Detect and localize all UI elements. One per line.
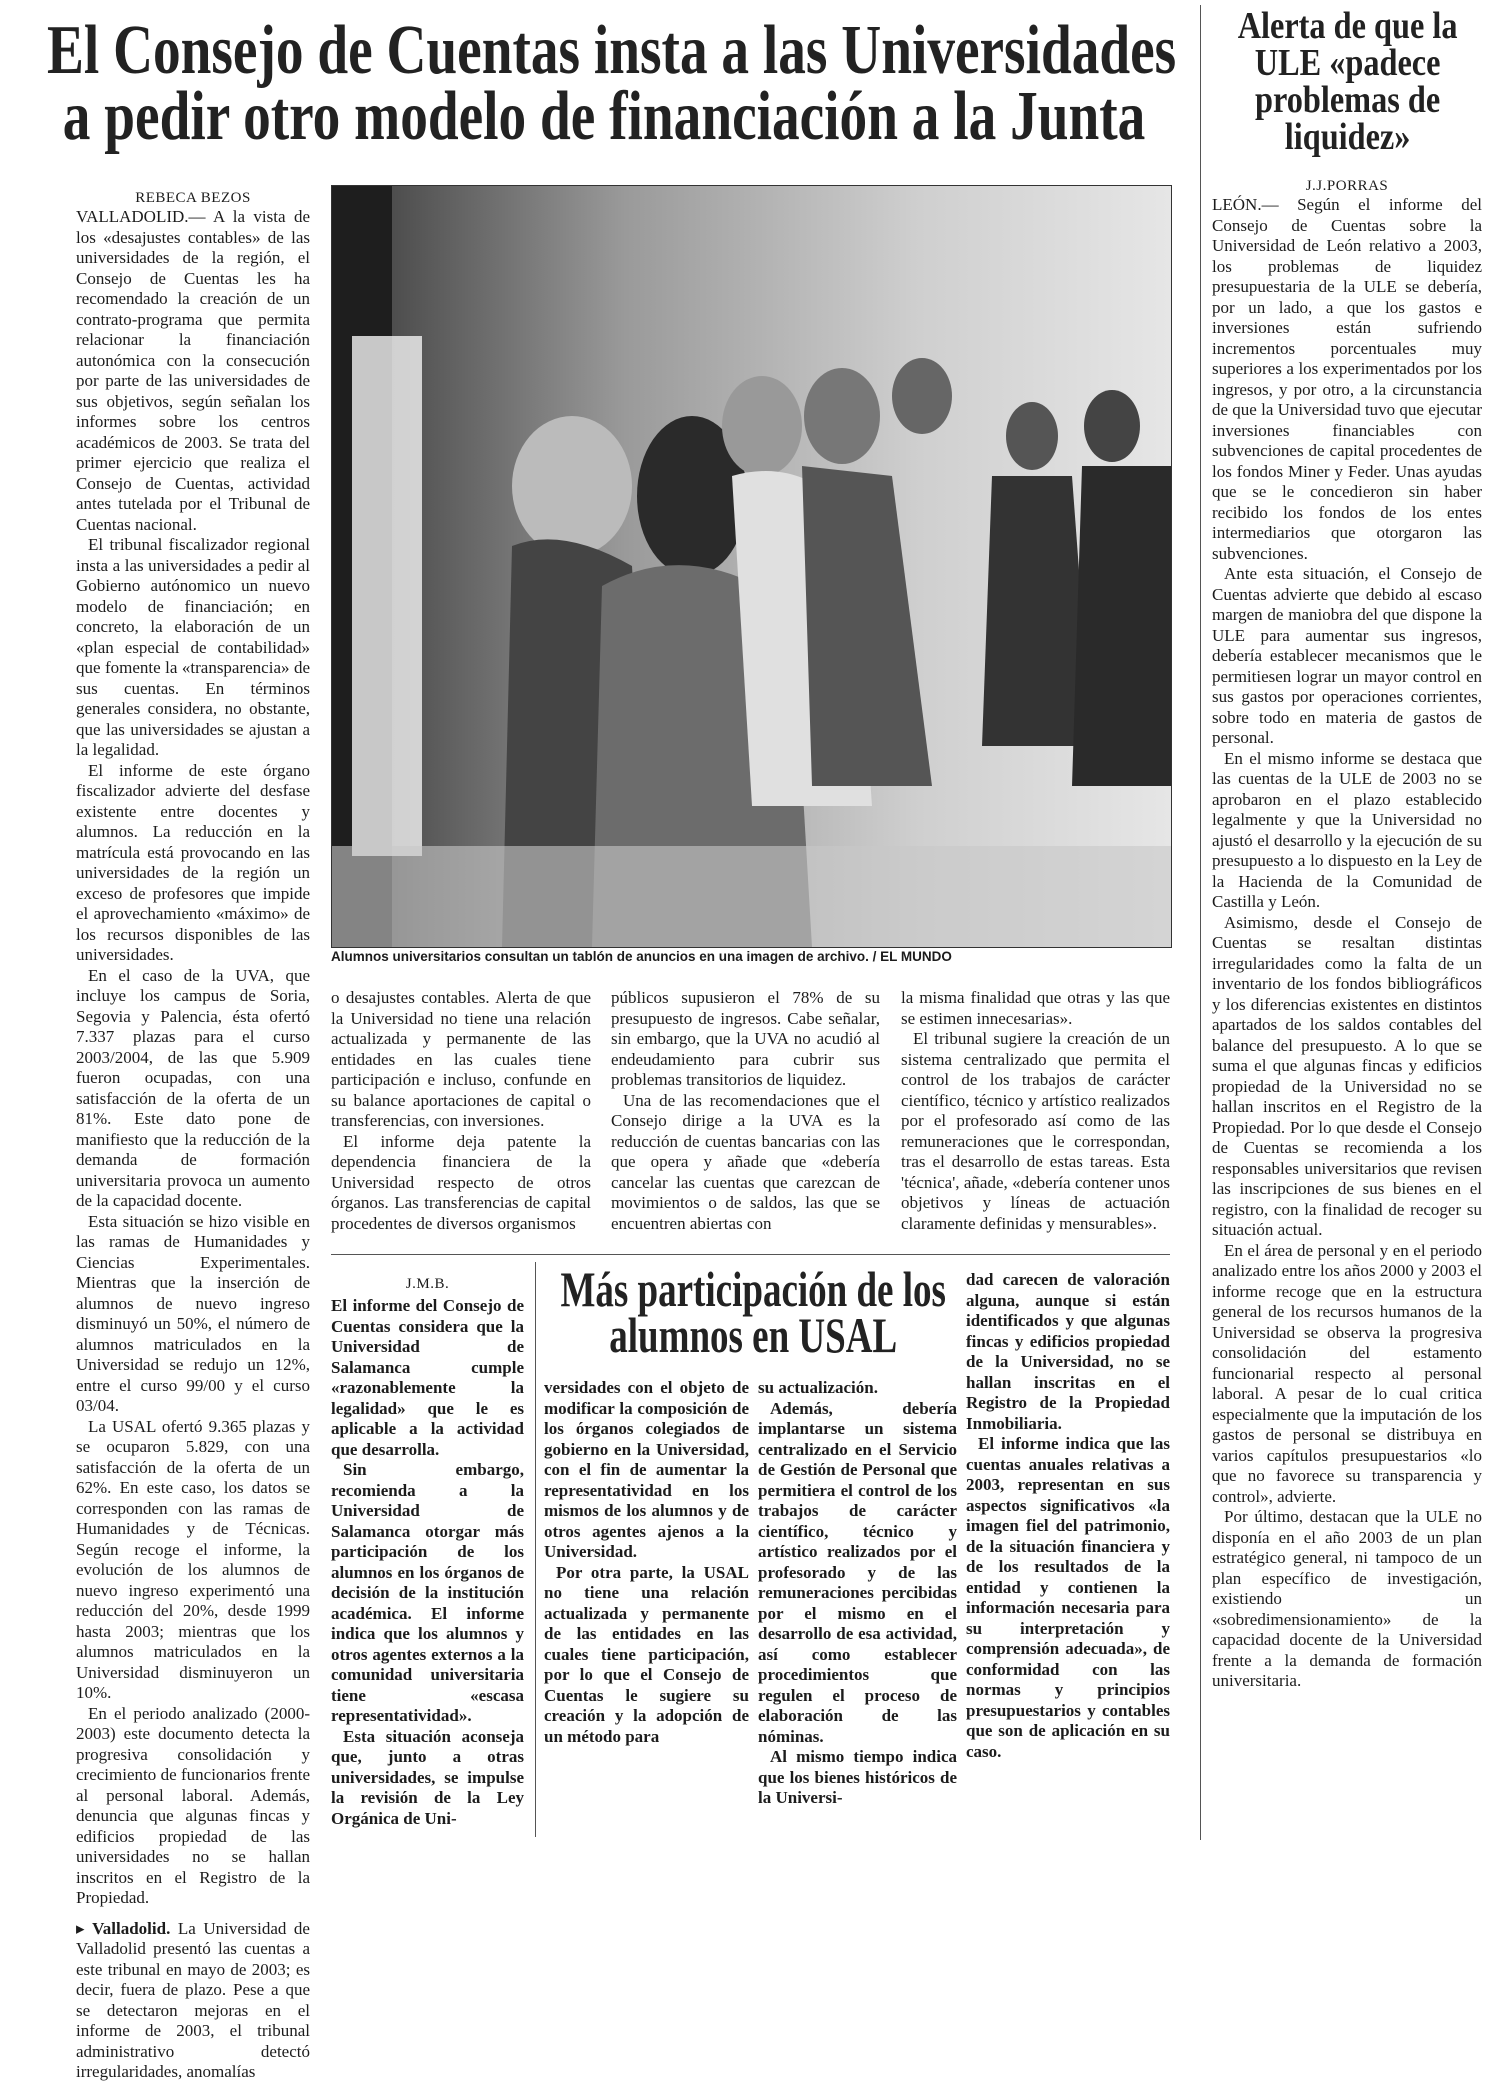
paragraph: Una de las recomendaciones que el Consejo dirige a la UVA es la reducción de cuentas bancarias con las que opera y añade que «debería cancelar las cuentas que carezcan de movimientos o de saldos, las que se encuentren abiertas con	[611, 1090, 880, 1233]
column-divider	[1200, 5, 1201, 1840]
paragraph-valladolid	[76, 1919, 310, 2083]
column-divider	[535, 1262, 536, 1837]
paragraph: Por otra parte, la USAL no tiene una relación actualizada y permanente de las entidades en las cuales tiene participación, por lo que el Consejo de Cuentas le sugiere su creación y la adopción de un método para	[544, 1562, 749, 1746]
below-photo-column-2	[611, 988, 880, 1234]
paragraph: su actualización.	[758, 1378, 878, 1397]
below-photo-column-1	[331, 988, 591, 1234]
ule-column	[1212, 195, 1482, 1692]
usal-headline: Más participación de los alumnos en USAL	[560, 1261, 946, 1363]
paragraph: Asimismo, desde el Consejo de Cuentas se resaltan distintas irregularidades como la falta de un inventario de los fondos bibliográficos y los diferencias existentes en distintos apartados de los saldos contables del balance del presupuesto. A lo que se suma el que algunas fincas y edificios propiedad de la Universidad no se hallan inscritos en el Registro de la Propiedad. Por lo que desde el Consejo de Cuentas se recomienda a los responsables universitarios que revisen las inscripciones de sus bienes en el registro, con la finalidad de recoger su situación actual.	[1212, 912, 1482, 1239]
paragraph: Por último, destacan que la ULE no disponía en el año 2003 de un plan estratégico general, ni tampoco de un plan específico de investigación, existiendo un «sobredimensionamiento» de la capacidad docente de la Universidad frente a la demanda de formación universitaria.	[1212, 1507, 1482, 1690]
paragraph: En el mismo informe se destaca que las cuentas de la ULE de 2003 no se aprobaron en el plazo establecido legalmente y que la Universidad no ajustó el desarrollo y la ejecución de su presupuesto a lo dispuesto en la Ley de la Hacienda de la Comunidad de Castilla y León.	[1212, 748, 1482, 911]
paragraph: La USAL ofertó 9.365 plazas y se ocuparon 5.829, con una satisfacción de la oferta de un 62%. En este caso, los datos se corresponden con las ramas de Humanidades y de Técnicas. Según recoge el informe, la evolución de los alumnos de nuevo ingreso experimentó una reducción del 20%, desde 1999 hasta 2003; mientras que los alumnos matriculados en la Universidad disminuyeron un 10%.	[76, 1416, 310, 1702]
paragraph: Al mismo tiempo indica que los bienes históricos de la Universi-	[758, 1747, 957, 1807]
photo-caption: Alumnos universitarios consultan un tablón de anuncios en una imagen de archivo. / EL MUNDO	[331, 949, 952, 964]
paragraph: Ante esta situación, el Consejo de Cuentas advierte que debido al escaso margen de maniobra del que dispone la ULE para aumentar sus ingresos, debería establecer mecanismos que le permitiesen lograr un mayor control en sus gastos por operaciones corrientes, sobre todo en materia de gastos de personal.	[1212, 564, 1482, 747]
photo	[331, 185, 1172, 948]
paragraph: la misma finalidad que otras y las que se estimen innecesarias».	[901, 988, 1170, 1028]
main-headline-line2: a pedir otro modelo de financiación a la Junta	[62, 78, 1146, 155]
paragraph: El informe indica que las cuentas anuales relativas a 2003, representan en sus aspectos significativos «la imagen fiel del patrimonio, de la situación financiera y de los resultados de la entidad y contienen la información necesaria para su interpretación y comprensión adecuada», de conformidad con las normas y principios presupuestarios y contables que son de aplicación en su caso.	[966, 1434, 1170, 1761]
ule-byline: J.J.PORRAS	[1305, 178, 1389, 194]
paragraph: El informe deja patente la dependencia financiera de la Universidad respecto de otros órganos. Las transferencias de capital procedentes de diversos organismos	[331, 1131, 591, 1233]
paragraph: Esta situación se hizo visible en las ramas de Humanidades y Ciencias Experimentales. Mientras que la inserción de alumnos de nuevo ingreso disminuyó un 50%, el número de alumnos matriculados en la Universidad se redujo un 12%, entre el curso 99/00 y el curso 03/04.	[76, 1211, 310, 1415]
usal-column-3	[758, 1378, 957, 1809]
section-divider	[331, 1254, 1170, 1255]
paragraph: dad carecen de valoración alguna, aunque si están identificados y que algunas fincas y edificios propiedad de la Universidad, no se hallan inscritas en el Registro de la Propiedad Inmobiliaria.	[966, 1270, 1170, 1433]
paragraph: El tribunal fiscalizador regional insta a las universidades a pedir al Gobierno autónomico un nuevo modelo de financiación; en concreto, la elaboración de un «plan especial de contabilidad» que fomente la «transparencia» de sus cuentas. En términos generales considera, no obstante, que las universidades se ajustan a la legalidad.	[76, 535, 310, 759]
lead-in: Valladolid.	[92, 1918, 171, 1938]
paragraph: LEÓN.— Según el informe del Consejo de Cuentas sobre la Universidad de León relativo a 2003, los problemas de liquidez presupuestaria de la ULE se debería, por un lado, a que los gastos e inversiones están sufriendo incrementos porcentuales muy superiores a los experimentados por los ingresos, y por otro, a la circunstancia de que la Universidad tuvo que ejecutar inversiones financiables con subvenciones de capital procedentes de los fondos Miner y Feder. Unas ayudas que se le concedieron sin haber recibido los fondos de los entes intermediarios que otorgaron las subvenciones.	[1212, 195, 1483, 563]
main-headline	[47, 12, 1177, 155]
paragraph: Esta situación aconseja que, junto a otras universidades, se impulse la revisión de la Ley Orgánica de Uni-	[331, 1726, 524, 1828]
paragraph: versidades con el objeto de modificar la composición de los órganos colegiados de gobierno en la Universidad, con el fin de aumentar la representatividad en los mismos de los alumnos y de otros agentes ajenos a la Universidad.	[544, 1378, 749, 1561]
paragraph: Sin embargo, recomienda a la Universidad de Salamanca otorgar más participación de los alumnos en los órganos de decisión de la institución académica. El informe indica que los alumnos y otros agentes externos a la comunidad universitaria tiene «escasa representatividad».	[331, 1460, 524, 1725]
below-photo-column-3	[901, 988, 1170, 1234]
students-photo	[332, 186, 1171, 947]
ule-headline: Alerta de que la ULE «padece problemas de liquidez»	[1237, 5, 1458, 158]
paragraph: En el periodo analizado (2000-2003) este documento detecta la progresiva consolidación y crecimiento de funcionarios frente al personal laboral. Además, denuncia que algunas fincas y edificios propiedad de las universidades no se hallan inscritos en el Registro de la Propiedad.	[76, 1703, 310, 1907]
paragraph-text: La Universidad de Valladolid presentó las cuentas a este tribunal en mayo de 2003; es decir, fuera de plazo. Pese a que se detectaron mejoras en el informe de 2003, el tribunal administrativo detectó irregularidades, anomalías	[76, 1918, 310, 2081]
paragraph: El informe del Consejo de Cuentas considera que la Universidad de Salamanca cumple «razonablemente la legalidad» que le es aplicable a la actividad que desarrolla.	[331, 1296, 524, 1459]
usal-byline: J.M.B.	[405, 1276, 450, 1292]
paragraph: En el área de personal y en el periodo analizado entre los años 2000 y 2003 el informe recoge que en la estructura general de los recursos humanos de la Universidad se observa la progresiva consolidación del estamento funcionarial respecto al personal laboral. A pesar de lo cual critica especialmente que la imputación de los gastos de personal se distribuya en varios capítulos presupuestarios «lo que no favorece su transparencia y control», advierte.	[1212, 1240, 1482, 1506]
paragraph: VALLADOLID.— A la vista de los «desajustes contables» de las universidades de la región, el Consejo de Cuentas les ha recomendado la creación de un contrato-programa que permita relacionar la financiación autonómica con la consecución por parte de las universidades de sus objetivos, según señalan los informes sobre los centros académicos de 2003. Se trata del primer ejercicio que realiza el Consejo de Cuentas, actividad antes tutelada por el Tribunal de Cuentas nacional.	[76, 207, 310, 534]
main-left-column	[76, 207, 310, 2083]
main-byline: REBECA BEZOS	[135, 190, 251, 206]
paragraph: El informe de este órgano fiscalizador advierte del desfase existente entre docentes y alumnos. La reducción en la matrícula está provocando en las universidades de la región un exceso de profesores que impide el aprovechamiento «máximo» de los recursos disponibles de las universidades.	[76, 760, 310, 964]
usal-column-4	[966, 1270, 1170, 1762]
usal-column-2	[544, 1378, 749, 1747]
triangle-right-icon: ▸	[76, 1918, 93, 1938]
paragraph: En el caso de la UVA, que incluye los campus de Soria, Segovia y Palencia, ésta ofertó 7.337 plazas para el curso 2003/2004, de las que 5.909 fueron ocupadas, con una satisfacción de la oferta de un 81%. Este dato pone de manifiesto que la reducción de la demanda de formación universitaria provoca un aumento de la capacidad docente.	[76, 965, 310, 1210]
paragraph: El tribunal sugiere la creación de un sistema centralizado que permita el control de los trabajos de carácter científico, técnico y artístico realizados por el profesorado así como de las remuneraciones que le correspondan, tras el desarrollo de estas tareas. Esta 'técnica', añade, «debería contener unos objetivos y líneas de actuación claramente definidas y mensurables».	[901, 1029, 1170, 1233]
paragraph: o desajustes contables. Alerta de que la Universidad no tiene una relación actualizada y permanente de las entidades en las cuales tiene participación e incluso, confunde en su balance aportaciones de capital o transferencias, con inversiones.	[331, 988, 591, 1130]
usal-column-1	[331, 1296, 524, 1829]
paragraph: públicos supusieron el 78% de su presupuesto de ingresos. Cabe señalar, sin embargo, que la UVA no acudió al endeudamiento para cubrir sus problemas transitorios de liquidez.	[611, 988, 880, 1089]
paragraph: Además, debería implantarse un sistema centralizado en el Servicio de Gestión de Personal que permitiera el control de los trabajos de carácter científico, técnico y artístico realizados por el profesorado y de las remuneraciones percibidas por el mismo en el desarrollo de esa actividad, así como establecer procedimientos que regulen el proceso de elaboración de las nóminas.	[758, 1398, 957, 1746]
main-headline-line1: El Consejo de Cuentas insta a las Universidades	[47, 12, 1177, 89]
